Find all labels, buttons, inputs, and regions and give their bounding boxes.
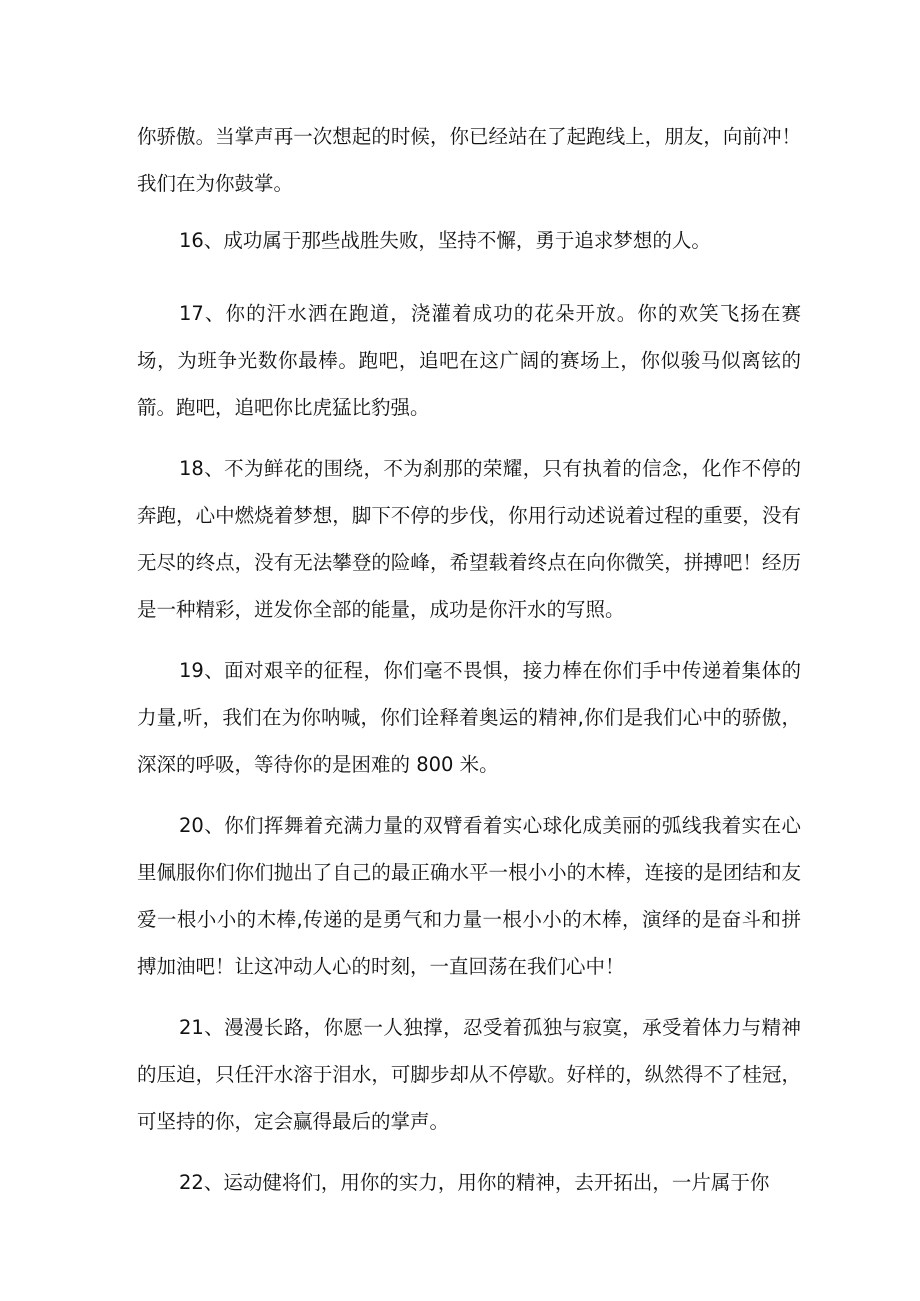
paragraph-19: 19、面对艰辛的征程，你们毫不畏惧，接力棒在你们手中传递着集体的力量,听，我们在为你呐喊，你们诠释着奥运的精神,你们是我们心中的骄傲，深深的呼吸，等待你的是困难的 800 米。 bbox=[137, 659, 801, 776]
paragraph-22: 22、运动健将们，用你的实力，用你的精神，去开拓出，一片属于你 bbox=[179, 1171, 770, 1194]
paragraph-18: 18、不为鲜花的围绕，不为刹那的荣耀，只有执着的信念，化作不停的奔跑，心中燃烧着梦想，脚下不停的步伐，你用行动述说着过程的重要，没有无尽的终点，没有无法攀登的险峰，希望载着终点在向你微笑，拼搏吧！经历是一种精彩，迸发你全部的能量，成功是你汗水的写照。 bbox=[137, 457, 801, 621]
paragraph-20: 20、你们挥舞着充满力量的双臂看着实心球化成美丽的弧线我着实在心里佩服你们你们抛出了自己的最正确水平一根小小的木棒，连接的是团结和友爱一根小小的木棒,传递的是勇气和力量一根小小的木棒，演绎的是奋斗和拼搏加油吧！让这冲动人心的时刻，一直回荡在我们心中！ bbox=[137, 814, 801, 978]
paragraph-16: 16、成功属于那些战胜失败，坚持不懈，勇于追求梦想的人。 bbox=[179, 229, 711, 252]
paragraph-21: 21、漫漫长路，你愿一人独撑，忍受着孤独与寂寞，承受着体力与精神的压迫，只任汗水溶于泪水，可脚步却从不停歇。好样的，纵然得不了桂冠，可坚持的你，定会赢得最后的掌声。 bbox=[137, 1016, 801, 1133]
paragraph-continuation: 你骄傲。当掌声再一次想起的时候，你已经站在了起跑线上，朋友，向前冲！我们在为你鼓掌。 bbox=[137, 125, 801, 195]
document-body bbox=[137, 113, 801, 1206]
paragraph-17: 17、你的汗水洒在跑道，浇灌着成功的花朵开放。你的欢笑飞扬在赛场，为班争光数你最棒。跑吧，追吧在这广阔的赛场上，你似骏马似离铉的箭。跑吧，追吧你比虎猛比豹强。 bbox=[137, 302, 801, 419]
